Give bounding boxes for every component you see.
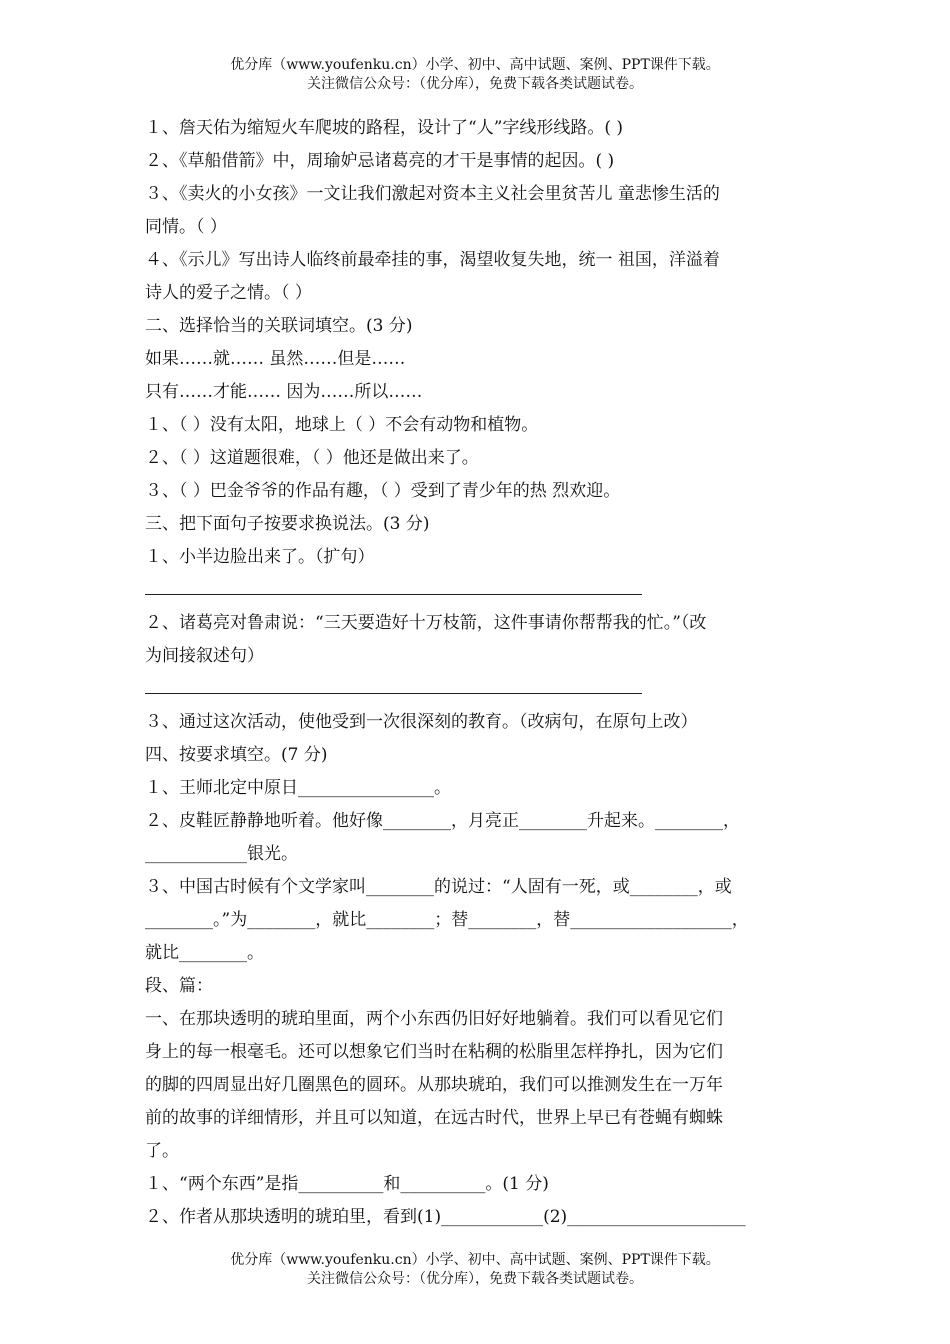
section-2-question-3: ３、（ ）巴金爷爷的作品有趣，（ ）受到了青少年的热 烈欢迎。 [145,481,621,501]
section-3-question-2-line-2: 为间接叙述句） [145,646,264,666]
judge-question-4-line-1: ４、《示儿》写出诗人临终前最牵挂的事，渴望收复失地，统一 祖国，洋溢着 [145,250,720,270]
section-2-title: 二、选择恰当的关联词填空。(3 分) [145,316,413,336]
section-4-question-3-line-3: 就比________。 [145,943,264,963]
reading-passage-line-4: 前的故事的详细情形，并且可以知道，在远古时代，世界上早已有苍蝇有蜘蛛 [145,1108,723,1128]
reading-heading: 段、篇： [145,976,213,996]
section-2-question-2: ２、（ ）这道题很难，（ ）他还是做出来了。 [145,448,479,468]
judge-question-3-line-1: ３、《卖火的小女孩》一文让我们激起对资本主义社会里贫苦儿 童悲惨生活的 [145,184,720,204]
section-3-question-2-line-1: ２、诸葛亮对鲁肃说：“三天要造好十万枝箭，这件事请你帮帮我的忙。”（改 [145,613,707,633]
section-4-question-3-line-2: ________。”为________，就比________；替________，替___________________， [145,910,749,930]
exam-content [145,112,815,1234]
reading-question-1: １、“两个东西”是指__________和__________。(1 分) [145,1174,549,1194]
judge-question-3-line-2: 同情。（ ） [145,217,227,237]
answer-line-1 [145,574,815,607]
page-header [0,56,950,94]
reading-passage-line-2: 身上的每一根毫毛。还可以想象它们当时在粘稠的松脂里怎样挣扎，因为它们 [145,1042,723,1062]
header-line-1: 优分库（www.youfenku.cn）小学、初中、高中试题、案例、PPT课件下载。 [230,57,720,73]
section-3-question-3: ３、通过这次活动，使他受到一次很深刻的教育。（改病句，在原句上改） [145,712,698,732]
section-3-title: 三、把下面句子按要求换说法。(3 分) [145,514,430,534]
reading-passage-line-3: 的脚的四周显出好几圈黑色的圆环。从那块琥珀，我们可以推测发生在一万年 [145,1075,723,1095]
reading-question-2: ２、作者从那块透明的琥珀里，看到(1)____________(2)_____________________ [145,1207,746,1227]
section-4-question-3-line-1: ３、中国古时候有个文学家叫________的说过：“人固有一死，或________，或 [145,877,732,897]
conjunction-options-2: 只有……才能…… 因为……所以…… [145,382,423,402]
answer-line-2 [145,673,815,706]
page-footer [0,1251,950,1289]
reading-passage-line-1: 一、在那块透明的琥珀里面，两个小东西仍旧好好地躺着。我们可以看见它们 [145,1009,723,1029]
section-3-question-1: １、小半边脸出来了。（扩句） [145,547,375,567]
judge-question-1: １、詹天佑为缩短火车爬坡的路程，设计了“人”字线形线路。( ) [145,118,624,138]
section-4-question-2-line-2: ____________银光。 [145,844,298,864]
judge-question-4-line-2: 诗人的爱子之情。（ ） [145,283,312,303]
section-4-question-1: １、王师北定中原日________________。 [145,778,451,798]
section-4-title: 四、按要求填空。(7 分) [145,745,328,765]
section-2-question-1: １、（ ）没有太阳，地球上（ ）不会有动物和植物。 [145,415,539,435]
section-4-question-2-line-1: ２、皮鞋匠静静地听着。他好像________，月亮正________升起来。________， [145,811,740,831]
header-line-2: 关注微信公众号：（优分库），免费下载各类试题试卷。 [307,76,643,92]
judge-question-2: ２、《草船借箭》中，周瑜妒忌诸葛亮的才干是事情的起因。( ) [145,151,615,171]
conjunction-options-1: 如果……就…… 虽然……但是…… [145,349,406,369]
footer-line-2: 关注微信公众号：（优分库），免费下载各类试题试卷。 [307,1271,643,1287]
footer-line-1: 优分库（www.youfenku.cn）小学、初中、高中试题、案例、PPT课件下载。 [230,1252,720,1268]
reading-passage-line-5: 了。 [145,1141,179,1161]
